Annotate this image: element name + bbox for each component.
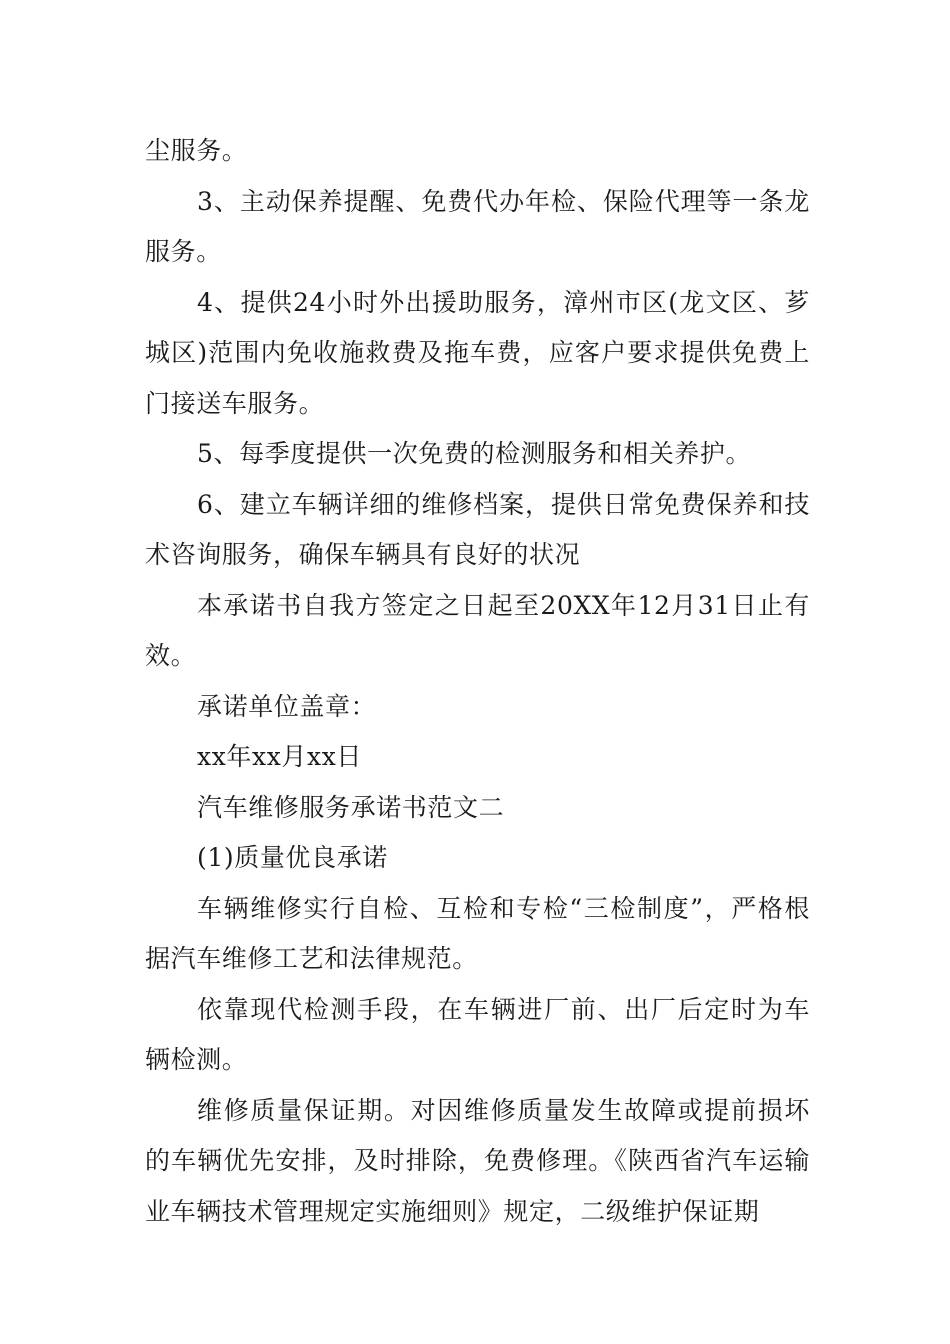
paragraph-warranty: 维修质量保证期。对因维修质量发生故障或提前损坏的车辆优先安排，及时排除，免费修理。《陕西省汽车运输业车辆技术管理规定实施细则》规定，二级维护保证期 <box>145 1095 810 1226</box>
paragraph-seal: 承诺单位盖章： <box>197 691 377 721</box>
subsection-title: (1)质量优良承诺 <box>197 843 388 872</box>
paragraph-item-5: 5、每季度提供一次免费的检测服务和相关养护。 <box>197 439 752 468</box>
paragraph-item-6: 6、建立车辆详细的维修档案，提供日常免费保养和技术咨询服务，确保车辆具有良好的状况 <box>145 489 810 569</box>
paragraph-item-4: 4、提供24小时外出援助服务，漳州市区(龙文区、芗城区)范围内免收施救费及拖车费，应客户要求提供免费上门接送车服务。 <box>145 287 810 418</box>
paragraph-inspection: 车辆维修实行自检、互检和专检“三检制度”，严格根据汽车维修工艺和法律规范。 <box>145 893 810 973</box>
paragraph-item-3: 3、主动保养提醒、免费代办年检、保险代理等一条龙服务。 <box>145 186 810 266</box>
section-title: 汽车维修服务承诺书范文二 <box>197 792 505 822</box>
paragraph-detection: 依靠现代检测手段，在车辆进厂前、出厂后定时为车辆检测。 <box>145 994 810 1074</box>
document-body <box>145 126 810 1237</box>
paragraph-date: xx年xx月xx日 <box>197 742 362 771</box>
paragraph-validity: 本承诺书自我方签定之日起至20XX年12月31日止有效。 <box>145 590 810 670</box>
paragraph-continuation: 尘服务。 <box>145 136 248 165</box>
